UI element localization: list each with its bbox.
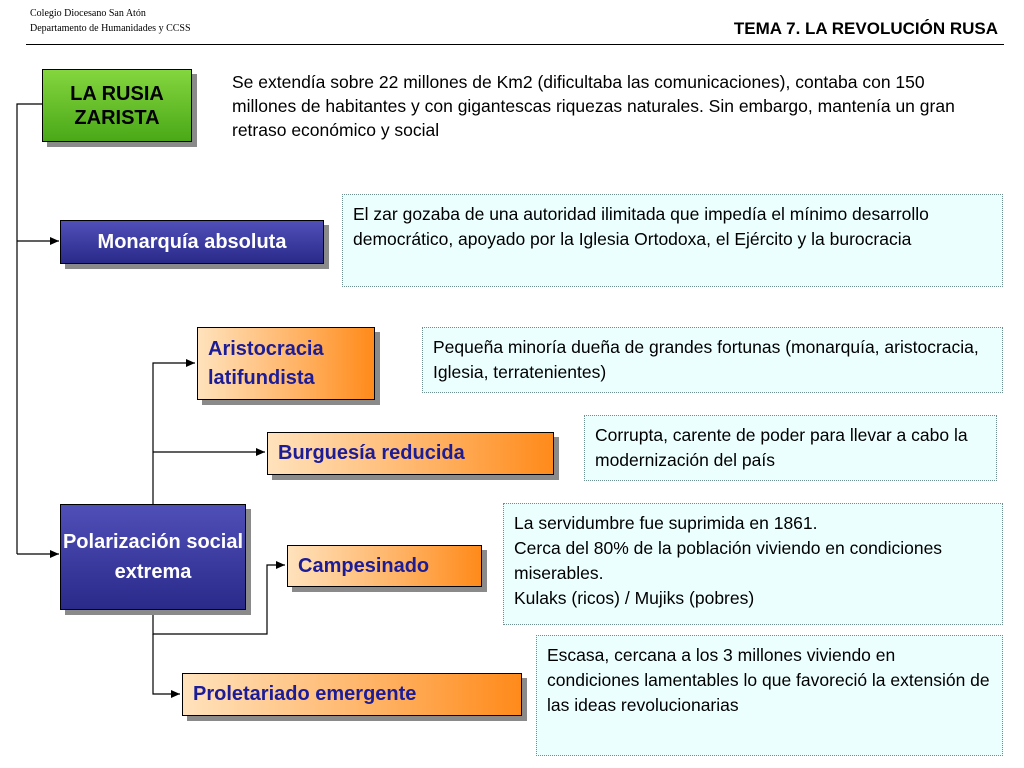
node-proletariado-emergente: Proletariado emergente bbox=[182, 673, 522, 716]
desc-proletariado-emergente: Escasa, cercana a los 3 millones viviendo en condiciones lamentables lo que favoreció la extensión de las ideas revolucionarias bbox=[536, 635, 1003, 756]
topic-title: TEMA 7. LA REVOLUCIÓN RUSA bbox=[733, 19, 998, 38]
desc-monarquia-absoluta: El zar gozaba de una autoridad ilimitada que impedía el mínimo desarrollo democrático, apoyado por la Iglesia Ortodoxa, el Ejército y la burocracia bbox=[342, 194, 1003, 287]
node-polarizacion-social: Polarización social extrema bbox=[60, 504, 246, 610]
node-monarquia-absoluta: Monarquía absoluta bbox=[60, 220, 324, 264]
node-burguesia-reducida: Burguesía reducida bbox=[267, 432, 554, 475]
desc-burguesia-reducida: Corrupta, carente de poder para llevar a cabo la modernización del país bbox=[584, 415, 997, 481]
department-name: Departamento de Humanidades y CCSS bbox=[30, 23, 191, 34]
desc-rusia-zarista: Se extendía sobre 22 millones de Km2 (dificultaba las comunicaciones), contaba con 150 millones de habitantes y con gigantescas riquezas naturales. Sin embargo, mantenía un gran retraso económico y social bbox=[232, 72, 955, 140]
desc-campesinado bbox=[503, 503, 1003, 625]
polar-branch-up bbox=[153, 363, 195, 504]
node-aristocracia-latifundista: Aristocracia latifundista bbox=[197, 327, 375, 400]
desc-campesinado-line-1: La servidumbre fue suprimida en 1861. bbox=[514, 513, 818, 533]
node-campesinado: Campesinado bbox=[287, 545, 482, 587]
main-trunk-line bbox=[17, 104, 42, 554]
desc-campesinado-line-3: Kulaks (ricos) / Mujiks (pobres) bbox=[514, 588, 755, 608]
node-rusia-zarista: LA RUSIA ZARISTA bbox=[42, 69, 192, 142]
desc-campesinado-line-2: Cerca del 80% de la población viviendo en condiciones miserables. bbox=[514, 538, 943, 583]
school-name: Colegio Diocesano San Atón bbox=[30, 8, 146, 19]
desc-aristocracia-latifundista: Pequeña minoría dueña de grandes fortunas (monarquía, aristocracia, Iglesia, terratenientes) bbox=[422, 327, 1003, 393]
arrow-to-proletariado bbox=[153, 634, 180, 694]
